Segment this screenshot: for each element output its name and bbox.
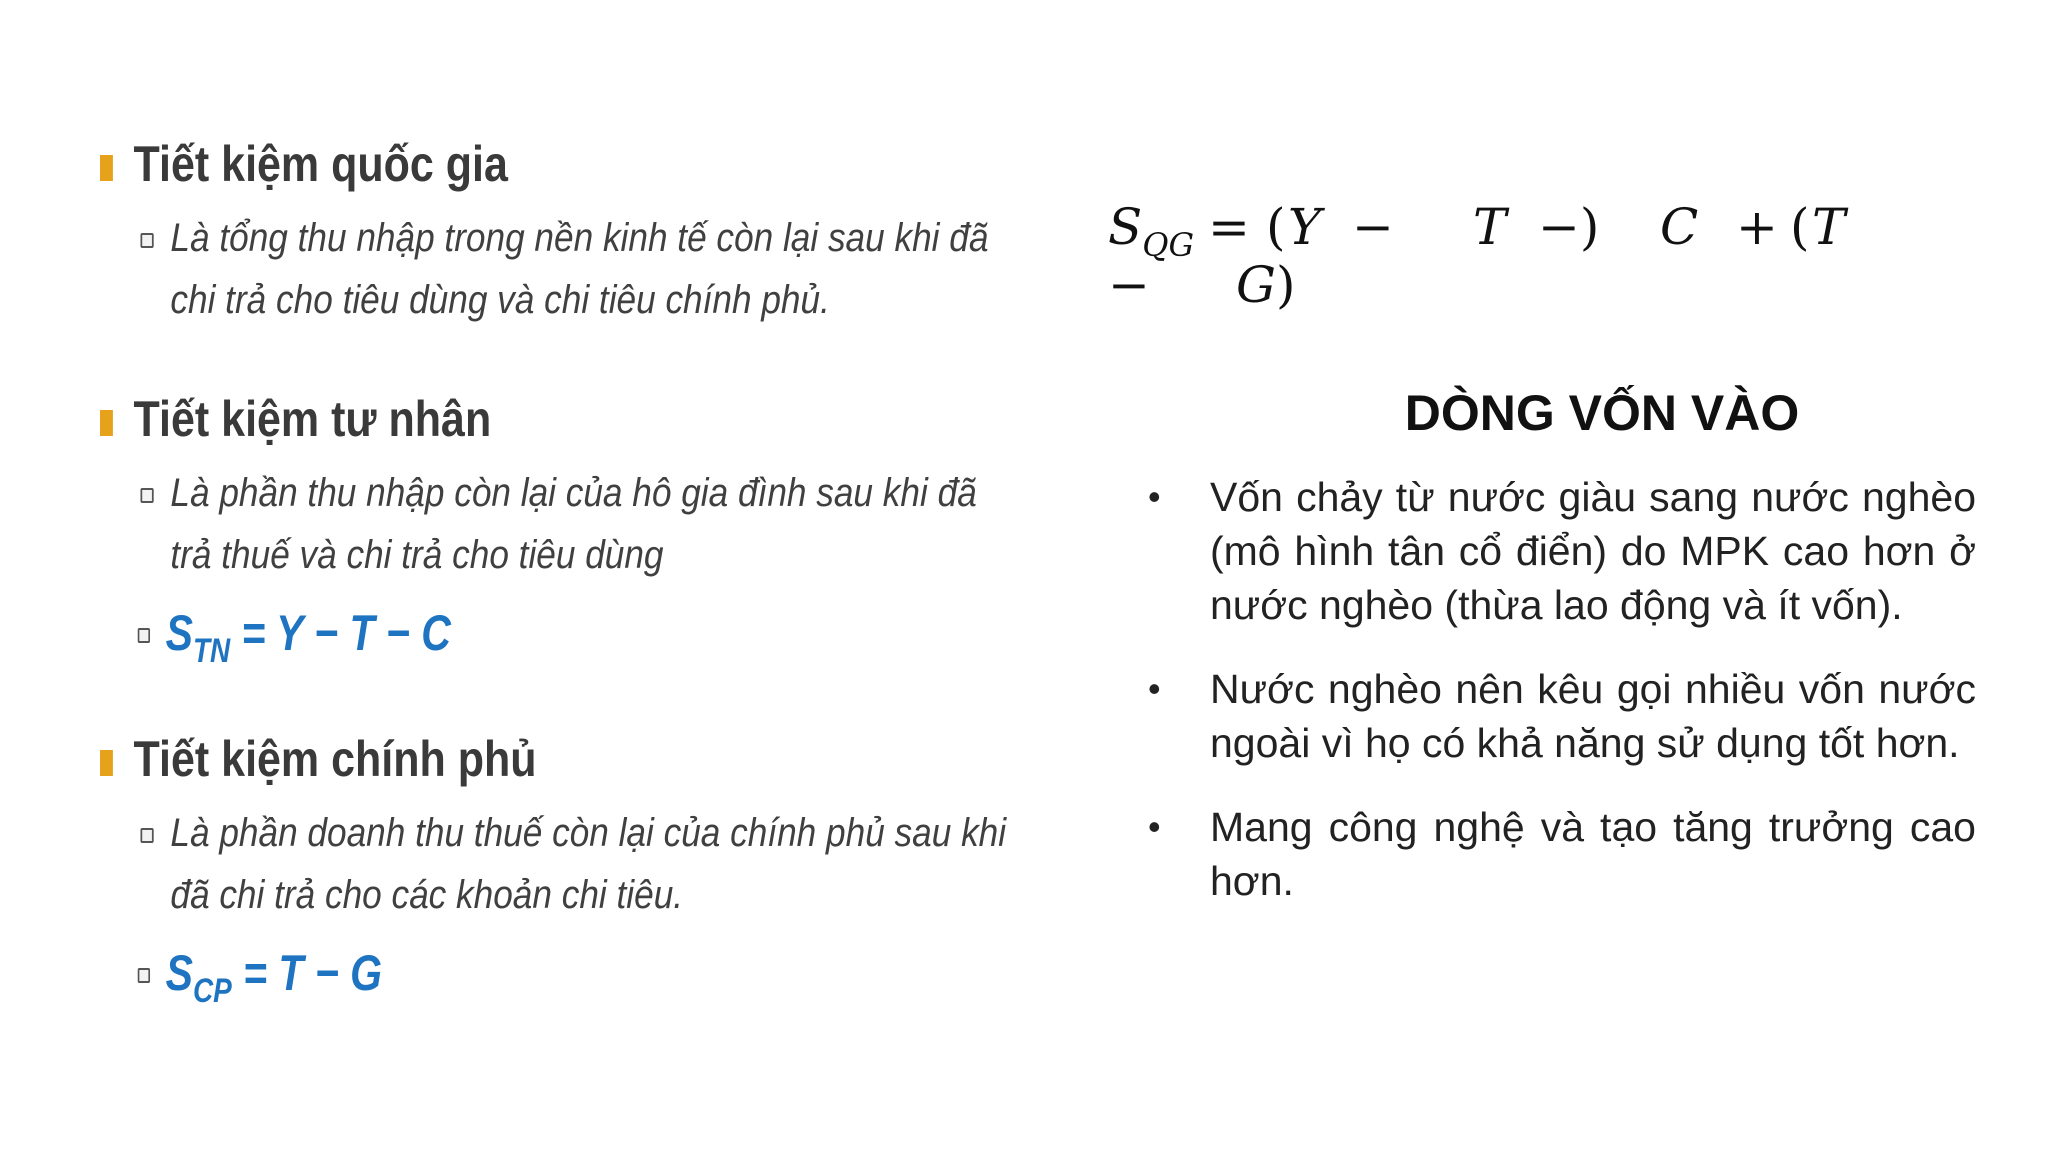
eq-minus: −	[1352, 198, 1394, 256]
formula-subscript: CP	[192, 972, 232, 1010]
formula-rhs: = T − G	[231, 945, 383, 1001]
section-heading	[100, 390, 957, 448]
bullet-icon: •	[1148, 668, 1161, 709]
heading-text: Tiết kiệm quốc gia	[133, 136, 508, 192]
list-item-text: Vốn chảy từ nước giàu sang nước nghèo (mô hình tân cổ điển) do MPK cao hơn ở nước nghèo (thừa lao động và ít vốn).	[1210, 474, 1976, 628]
national-saving-equation	[1108, 198, 1988, 314]
heading-text: Tiết kiệm tư nhân	[133, 391, 492, 447]
hollow-square-bullet-icon	[138, 628, 150, 643]
eq-close-paren: −)	[1538, 198, 1600, 256]
hollow-square-bullet-icon	[140, 488, 153, 503]
description-line: Là tổng thu nhập trong nền kinh tế còn lại sau khi đã	[170, 216, 989, 260]
eq-minus-2: −	[1108, 256, 1150, 314]
heading-text: Tiết kiệm chính phủ	[133, 731, 537, 787]
formula-subscript: TN	[192, 632, 231, 670]
bullet-icon: •	[1148, 476, 1161, 517]
description-line: đã chi trả cho các khoản chi tiêu.	[170, 873, 684, 917]
list-item-text: Mang công nghệ và tạo tăng trưởng cao hơn.	[1210, 804, 1976, 904]
hollow-square-bullet-icon	[138, 968, 150, 983]
bullet-icon: •	[1148, 806, 1161, 847]
government-saving-formula	[100, 944, 944, 1011]
formula-symbol: S	[165, 605, 193, 661]
eq-subscript: QG	[1142, 226, 1195, 264]
description-line: Là phần doanh thu thuế còn lại của chính phủ sau khi	[170, 811, 1007, 855]
formula-rhs: = Y − T − C	[230, 605, 451, 661]
capital-inflow-title: DÒNG VỐN VÀO	[1404, 385, 1800, 441]
eq-g: G	[1236, 256, 1276, 314]
section-government-saving	[100, 730, 1130, 1011]
description-line: trả thuế và chi trả cho tiêu dùng	[170, 533, 664, 577]
list-item	[1148, 470, 1976, 632]
eq-c: C	[1660, 198, 1699, 256]
list-item-text: Nước nghèo nên kêu gọi nhiều vốn nước ngoài vì họ có khả năng sử dụng tốt hơn.	[1210, 666, 1976, 766]
eq-open-paren-2: (	[1790, 198, 1810, 256]
formula-symbol: S	[165, 945, 193, 1001]
eq-plus: +	[1736, 198, 1778, 256]
square-bullet-icon	[100, 155, 113, 181]
section-heading	[100, 135, 968, 193]
list-item	[1148, 800, 1976, 908]
eq-open-paren: (	[1266, 198, 1286, 256]
eq-y: Y	[1288, 198, 1322, 256]
hollow-square-bullet-icon	[140, 233, 153, 248]
section-description	[100, 207, 988, 331]
equation-row-1	[1108, 198, 1988, 264]
section-heading	[100, 730, 985, 788]
eq-equals: =	[1208, 198, 1250, 256]
section-private-saving	[100, 390, 1096, 671]
list-item	[1148, 662, 1976, 770]
eq-close-paren-2: )	[1276, 256, 1296, 314]
square-bullet-icon	[100, 410, 113, 436]
eq-t: T	[1473, 198, 1507, 256]
square-bullet-icon	[100, 750, 113, 776]
capital-inflow-list	[1148, 470, 1976, 938]
description-line: Là phần thu nhập còn lại của hô gia đình sau khi đã	[170, 471, 977, 515]
description-line: chi trả cho tiêu dùng và chi tiêu chính phủ.	[170, 278, 830, 322]
private-saving-formula	[100, 604, 917, 671]
section-description	[100, 462, 977, 586]
section-national-saving	[100, 135, 1110, 331]
eq-symbol-s: $S_{QG}$	[1108, 198, 1195, 264]
eq-t-2: T	[1812, 198, 1846, 256]
equation-row-2	[1108, 256, 1988, 314]
section-description	[100, 802, 1006, 926]
hollow-square-bullet-icon	[140, 828, 153, 843]
